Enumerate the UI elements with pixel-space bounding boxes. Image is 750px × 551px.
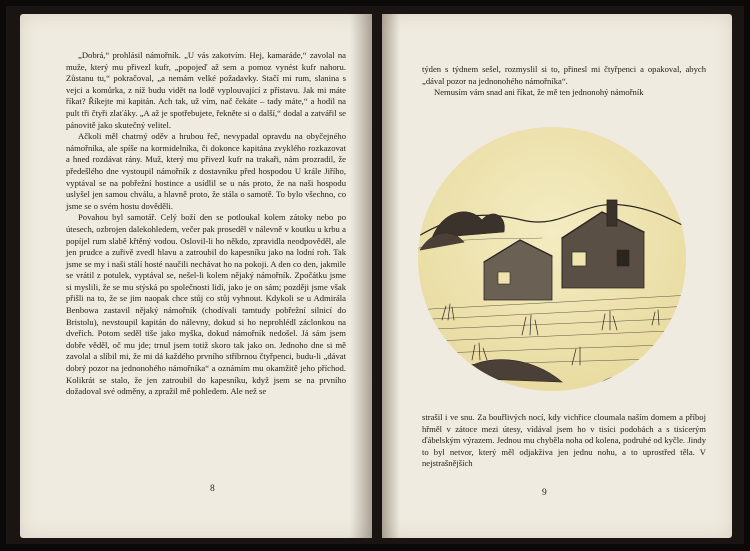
cottage-illustration [412,120,692,398]
gutter-shadow [382,14,400,538]
page-number: 8 [210,484,215,494]
page-number: 9 [542,488,547,498]
paragraph: týden s týdnem sešel, rozmyslil si to, přinesl mi čtyřpenci a opakoval, abych „dával pozor na jednonohého námořníka“. [422,64,706,86]
paragraph: Povahou byl samotář. Celý boží den se potloukal kolem zátoky nebo po útesech, ozbrojen dalekohledem, večer pak proseděl v nálevně v koutku u krbu a popíjel rum slabě křtěný vodou. Oslovil-li ho někdo, zpravidla neodpověděl, ale jen prudce a zuřivě zvedl hlavu a zatroubil do kapesníku jako na lodní roh. Tak jsme se my i naši stálí hosté naučili nechávat ho na pokoji. A den co den, jakmile se vrátil z potulek, vyptával se, nešel-li kolem nějaký námořník. Zpočátku jsme si myslili, že se mu stýská po společnosti lidí, jako je on sám; později jsme však přišli na to, že se jim naopak chce stůj co stůj vyhnout. Kdykoli se u Admirála Benbowa zastavil nějaký námořník (chodívali tamtudy pobřežní silnicí do Bristolu), nevstoupil kapitán do nálevny, dokud si ho neprohlédl záclonkou na dveřích. Potom seděl tiše jako myška, dokud námořník nedošel. Já sám jsem dobře věděl, oč mu jde; trnul jsem totiž skoro tak jako on. Jednoho dne si mě zavolal a slíbil mi, že mi dá každého prvního stříbrnou čtyřpenci, budu-li „dávat dobrý pozor na jednonohého námořníka“ a oznámím mu okamžitě jeho příchod. Kolikrát se stalo, že jen zatroubil do kapesníku, když jsem se na prvního dožadoval své odměny, a zpražil mě pohledem. Ale než se [66,212,346,397]
left-page [20,14,372,538]
right-page [382,14,732,538]
right-page-bottom-text [422,412,706,470]
right-page-top-text [422,64,706,99]
gutter-shadow [350,14,372,538]
paragraph: strašil i ve snu. Za bouřlivých nocí, kdy vichřice cloumala naším domem a příboj hřměl v zátoce mezi útesy, vídával jsem ho v tisíci podobách a s tisícerým ďábelským výrazem. Jednou mu chyběla noha od kolena, podruhé od kyčle. Jindy to byl netvor, který měl odjakživa jen jednu nohu, a to uprostřed těla. V nejstrašnějších [422,412,706,469]
paragraph: „Dobrá,“ prohlásil námořník. „U vás zakotvím. Hej, kamaráde,“ zavolal na muže, který mu přivezl kufr, „popojeď až sem a pomoz vynést kufr nahoru. Zůstanu tu,“ pokračoval, „a nemám velké požadavky. Stačí mi rum, slanina s vejci a komůrka, z níž budu vidět na lodě vyplouvající z přístavu. Jak mi máte říkat? Říkejte mi kapitán. Ach tak, už vím, nač čekáte – tady máte,“ a hodil na pult tři čtyři zlaťáky. „A až je spotřebujete, řekněte si o další,“ dodal a zatvářil se pánovitě jako skutečný velitel. [66,50,346,130]
book-spread [6,6,744,544]
left-page-text [66,50,346,398]
paragraph: Ačkoli měl chatrný oděv a hrubou řeč, nevypadal opravdu na obyčejného námořníka, ale spíše na kormidelníka, či dokonce kapitána zvyklého rozkazovat a hned rozdávat rány. Muž, který mu přivezl kufr na trakaři, nám prozradil, že předešlého dne vystoupil námořník z dostavníku před hospodou U krále Jiřího, vyptával se na pobřežní hostince a usídlil se u nás proto, že na naši hospodu uslyšel jen samou chválu, a hlavně proto, že stála o samotě. To bylo všechno, co jsme se o svém hostu dověděli. [66,131,346,211]
paragraph: Nemusím vám snad ani říkat, že mě ten jednonohý námořník [434,87,644,98]
